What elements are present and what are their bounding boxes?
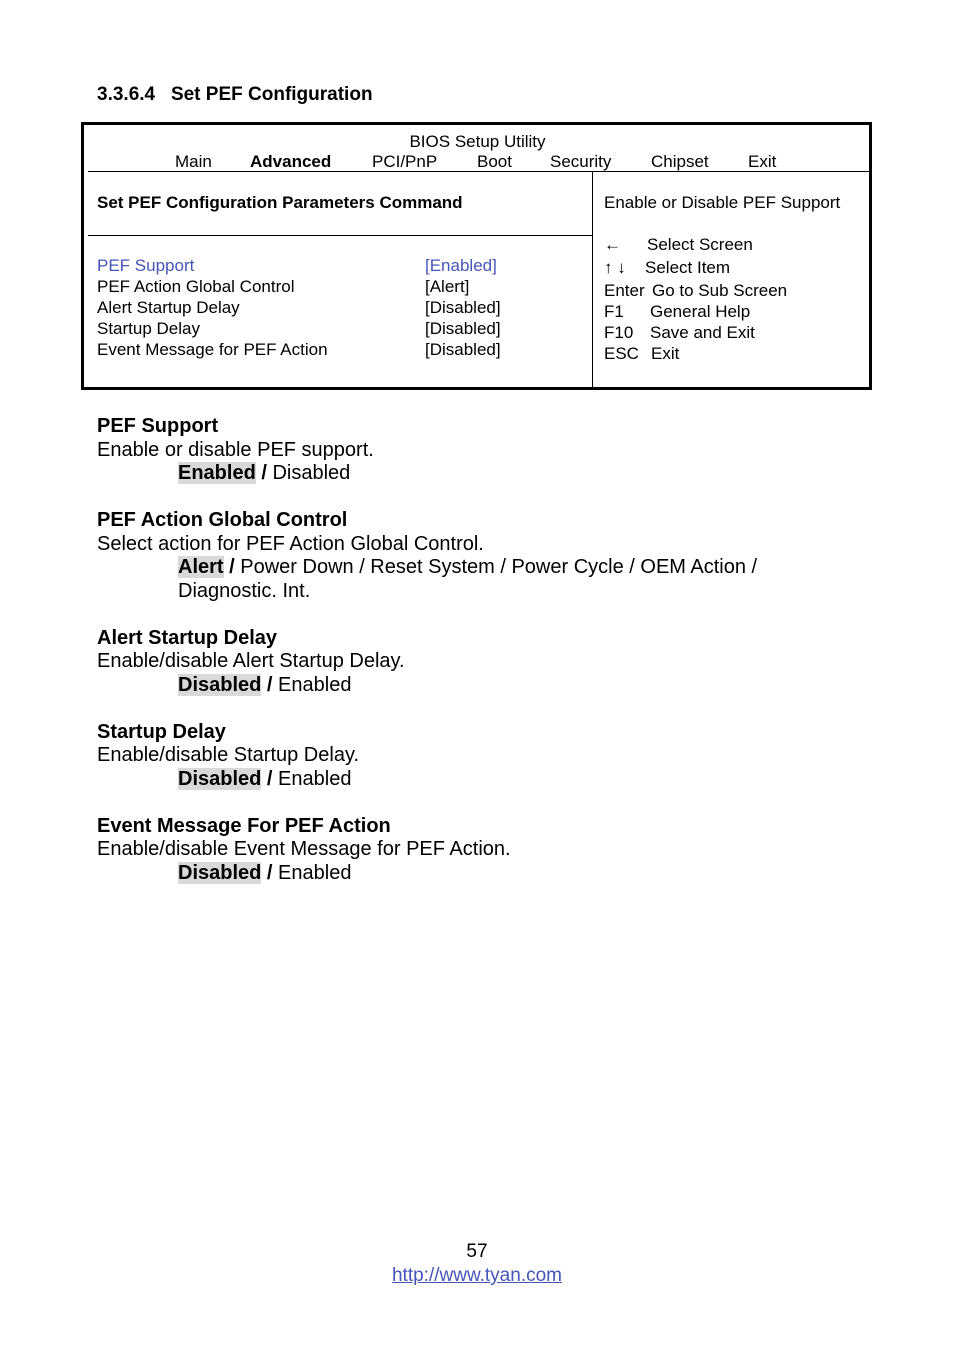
bios-title: BIOS Setup Utility bbox=[409, 132, 546, 151]
page-number: 57 bbox=[466, 1241, 488, 1262]
heading-pef-action-global-control: PEF Action Global Control bbox=[97, 509, 348, 531]
other-options: Enabled bbox=[272, 674, 352, 696]
key-enter: Enter bbox=[604, 281, 645, 300]
setting-alert-startup-delay-value[interactable]: [Disabled] bbox=[425, 298, 501, 317]
default-option: Alert bbox=[178, 556, 224, 578]
menu-boot[interactable]: Boot bbox=[477, 152, 512, 171]
option-separator: / bbox=[223, 556, 235, 578]
desc-event-message: Enable/disable Event Message for PEF Action. bbox=[97, 838, 511, 860]
help-panel-divider bbox=[592, 171, 593, 387]
menu-main[interactable]: Main bbox=[175, 152, 212, 171]
default-option: Disabled bbox=[178, 862, 262, 884]
footer-url bbox=[0, 1265, 954, 1287]
heading-event-message: Event Message For PEF Action bbox=[97, 815, 391, 837]
desc-startup-delay: Enable/disable Startup Delay. bbox=[97, 744, 360, 766]
help-text: Enable or Disable PEF Support bbox=[604, 193, 841, 212]
website-link[interactable]: http://www.tyan.com bbox=[391, 1265, 562, 1286]
setting-startup-delay[interactable]: Startup Delay bbox=[97, 319, 200, 338]
options-pef-action-global-control bbox=[178, 555, 757, 579]
desc-pef-action-global-control: Select action for PEF Action Global Control. bbox=[97, 533, 484, 555]
menu-pci-pnp[interactable]: PCI/PnP bbox=[372, 152, 438, 171]
menu-security[interactable]: Security bbox=[550, 152, 612, 171]
option-separator: / bbox=[261, 862, 273, 884]
options-alert-startup-delay bbox=[178, 673, 351, 697]
key-desc-exit: Exit bbox=[651, 344, 680, 363]
key-desc-select-item: Select Item bbox=[645, 258, 731, 277]
option-separator: / bbox=[261, 674, 273, 696]
setting-pef-support-value[interactable]: [Enabled] bbox=[425, 256, 497, 275]
menu-exit[interactable]: Exit bbox=[748, 152, 777, 171]
option-separator: / bbox=[261, 768, 273, 790]
key-desc-general-help: General Help bbox=[650, 302, 751, 321]
bios-setup-screen bbox=[81, 122, 872, 390]
default-option: Disabled bbox=[178, 768, 262, 790]
setting-pef-action-global-control-value[interactable]: [Alert] bbox=[425, 277, 470, 296]
options-event-message bbox=[178, 861, 351, 885]
menu-chipset[interactable]: Chipset bbox=[651, 152, 709, 171]
desc-pef-support: Enable or disable PEF support. bbox=[97, 439, 374, 461]
desc-alert-startup-delay: Enable/disable Alert Startup Delay. bbox=[97, 650, 405, 672]
up-down-arrow-icon: ↑ ↓ bbox=[604, 258, 626, 277]
options-pef-support bbox=[178, 461, 350, 485]
setting-pef-action-global-control[interactable]: PEF Action Global Control bbox=[97, 277, 295, 296]
heading-startup-delay: Startup Delay bbox=[97, 721, 226, 743]
key-esc: ESC bbox=[604, 344, 639, 363]
default-option: Disabled bbox=[178, 674, 262, 696]
bios-frame bbox=[84, 125, 869, 387]
key-desc-save-exit: Save and Exit bbox=[650, 323, 755, 342]
menu-divider bbox=[88, 171, 870, 172]
other-options: Disabled bbox=[266, 462, 351, 484]
menu-advanced[interactable]: Advanced bbox=[250, 152, 332, 171]
default-option: Enabled bbox=[178, 462, 256, 484]
options-pef-action-global-control-cont: Diagnostic. Int. bbox=[178, 580, 311, 602]
setting-pef-support[interactable]: PEF Support bbox=[97, 256, 195, 275]
header-divider bbox=[88, 235, 592, 236]
key-f10: F10 bbox=[604, 323, 634, 342]
setting-alert-startup-delay[interactable]: Alert Startup Delay bbox=[97, 298, 240, 317]
key-desc-sub-screen: Go to Sub Screen bbox=[652, 281, 788, 300]
setting-startup-delay-value[interactable]: [Disabled] bbox=[425, 319, 501, 338]
key-desc-select-screen: Select Screen bbox=[647, 235, 753, 254]
heading-pef-support: PEF Support bbox=[97, 415, 219, 437]
other-options: Enabled bbox=[272, 768, 352, 790]
left-arrow-icon: ← bbox=[604, 235, 621, 254]
panel-header: Set PEF Configuration Parameters Command bbox=[97, 193, 463, 212]
setting-event-message-value[interactable]: [Disabled] bbox=[425, 340, 501, 359]
other-options: Enabled bbox=[272, 862, 352, 884]
option-separator: / bbox=[255, 462, 267, 484]
section-title: 3.3.6.4 Set PEF Configuration bbox=[97, 84, 373, 105]
options-startup-delay bbox=[178, 767, 351, 791]
key-f1: F1 bbox=[604, 302, 624, 321]
other-options: Power Down / Reset System / Power Cycle / OEM Action / bbox=[234, 556, 758, 578]
setting-event-message[interactable]: Event Message for PEF Action bbox=[97, 340, 328, 359]
heading-alert-startup-delay: Alert Startup Delay bbox=[97, 627, 278, 649]
